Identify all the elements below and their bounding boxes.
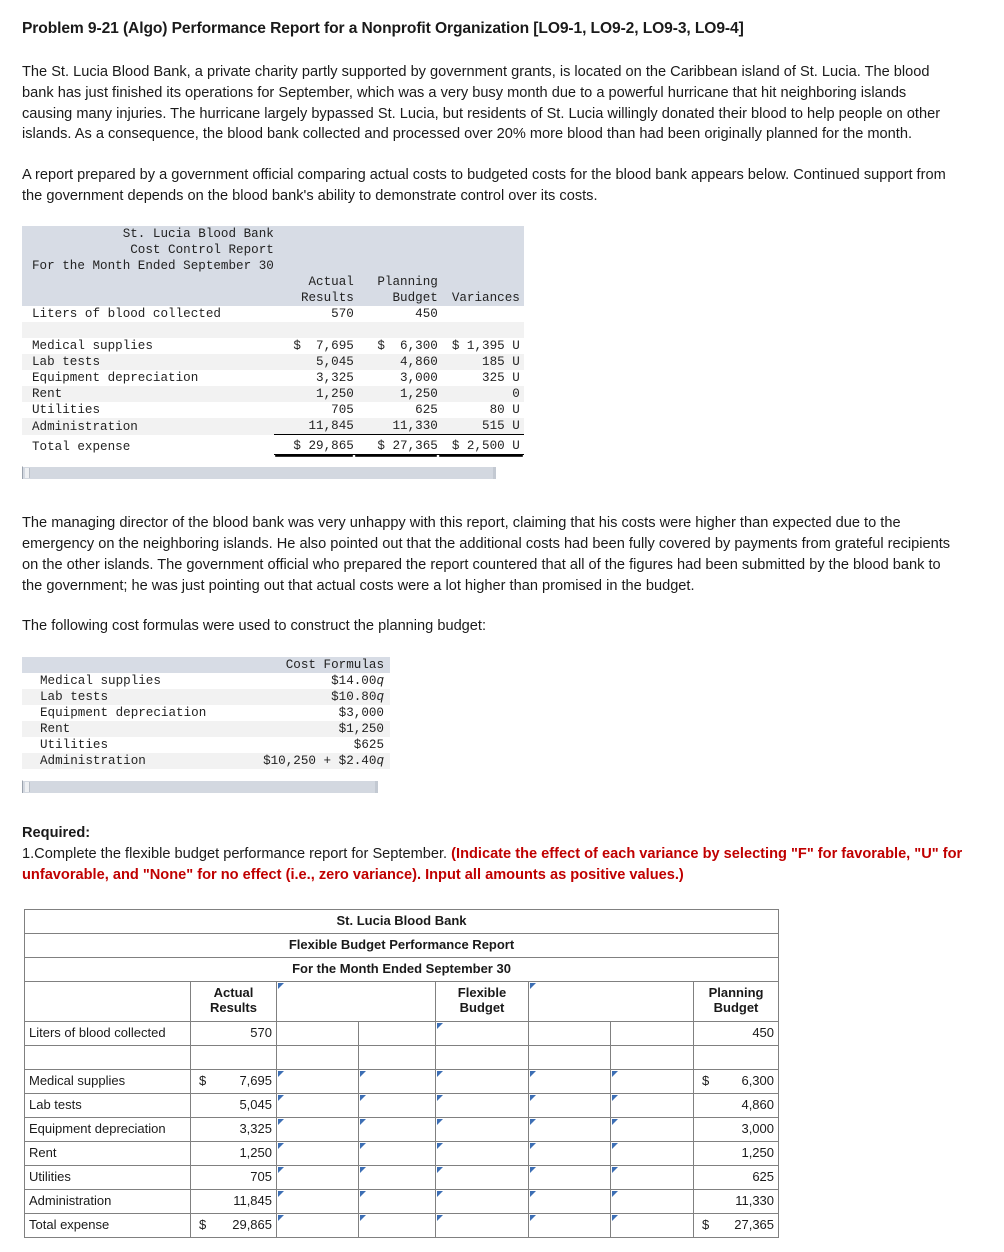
cost-control-report-block	[22, 226, 982, 479]
formula-text: $3,000	[338, 706, 384, 721]
spacer-cell	[22, 226, 32, 242]
expense-planning-value: 625	[752, 1168, 775, 1184]
activity-blank-cell	[359, 1021, 436, 1045]
empty-cell	[32, 290, 274, 306]
total-variance: $ 2,500 U	[438, 435, 524, 455]
expense-planning-value: 1,250	[741, 1144, 775, 1160]
formula-text: $10,250 + $2.40	[263, 754, 377, 769]
activity-blank-cell	[529, 1021, 611, 1045]
empty-cell	[25, 1045, 191, 1069]
expense-actual: 5,045	[316, 355, 354, 370]
variance-effect-select-1[interactable]	[359, 1069, 436, 1093]
variance-effect-select-1[interactable]	[359, 1189, 436, 1213]
activity-planning: 450	[694, 1021, 779, 1045]
total-actual-value: 29,865	[232, 1216, 272, 1232]
activity-label: Liters of blood collected	[25, 1021, 191, 1045]
expense-variance: 325 U	[482, 371, 520, 386]
sheet-title-line2: Flexible Budget Performance Report	[25, 933, 779, 957]
expense-actual	[191, 1189, 277, 1213]
cost-control-report-table	[22, 226, 524, 455]
expense-label: Rent	[32, 387, 63, 402]
spacer-cell	[22, 354, 32, 370]
header-input-variance-label-a[interactable]	[277, 981, 436, 1021]
formula-label: Utilities	[40, 738, 109, 753]
empty-cell	[359, 1045, 436, 1069]
header-actual-line1: Actual	[213, 985, 254, 1001]
expense-actual: 705	[331, 403, 354, 418]
spacer-cell	[22, 338, 32, 354]
variance-effect-select-2[interactable]	[611, 1189, 694, 1213]
formula-label: Rent	[40, 722, 71, 737]
empty-cell	[32, 657, 242, 673]
sheet-activity-row	[25, 1021, 779, 1045]
variance-input-2[interactable]	[529, 1165, 611, 1189]
expense-planning	[694, 1117, 779, 1141]
required-label: Required:	[22, 825, 91, 842]
empty-cell	[529, 1045, 611, 1069]
table-row	[25, 1165, 779, 1189]
flexible-budget-input[interactable]	[436, 1117, 529, 1141]
expense-actual-value: 1,250	[239, 1144, 272, 1160]
expense-label: Medical supplies	[25, 1069, 191, 1093]
empty-cell	[274, 258, 354, 274]
expense-actual: 11,845	[308, 419, 354, 434]
variance-input-2[interactable]	[529, 1069, 611, 1093]
expense-label: Utilities	[32, 403, 101, 418]
empty-cell	[354, 258, 438, 274]
total-actual: $ 29,865	[274, 435, 354, 455]
formula-text: $625	[353, 738, 384, 753]
expense-planning	[694, 1141, 779, 1165]
spacer-cell	[22, 258, 32, 274]
empty-cell	[438, 322, 524, 338]
expense-actual-value: 11,845	[233, 1192, 272, 1208]
required-item-number: 1.	[22, 846, 35, 863]
table-row	[25, 1117, 779, 1141]
empty-cell	[438, 242, 524, 258]
expense-planning-value: 4,860	[741, 1096, 775, 1112]
variance-input-2[interactable]	[529, 1141, 611, 1165]
expense-actual: 1,250	[316, 387, 354, 402]
sheet-header-row	[25, 981, 779, 1021]
variance-input-1[interactable]	[277, 1189, 359, 1213]
spacer-cell	[22, 705, 32, 721]
variance-effect-select-2[interactable]	[611, 1069, 694, 1093]
required-section	[22, 823, 982, 886]
formula-text: $1,250	[338, 722, 384, 737]
expense-planning: 4,860	[400, 355, 438, 370]
page-title: Problem 9-21 (Algo) Performance Report for a Nonprofit Organization [LO9-1, LO9-2, LO9-3, LO9-4]	[22, 20, 744, 37]
expense-planning	[694, 1093, 779, 1117]
spacer-cell	[22, 370, 32, 386]
variance-effect-select-1[interactable]	[359, 1141, 436, 1165]
activity-label: Liters of blood collected	[32, 307, 221, 322]
formula-text: $10.80	[331, 690, 377, 705]
table-row	[22, 370, 524, 386]
report-title-line2: Cost Control Report	[130, 243, 274, 258]
spacer-cell	[22, 402, 32, 418]
sheet-title-row-3	[25, 957, 779, 981]
total-planning: $ 27,365	[354, 435, 438, 455]
sheet-spacer-row	[25, 1045, 779, 1069]
scrollbar-thumb[interactable]	[25, 468, 30, 478]
empty-cell	[438, 226, 524, 242]
colheader-variances: Variances	[451, 291, 520, 306]
cost-formulas-header-row	[22, 657, 390, 673]
table-row	[22, 338, 524, 354]
spacer-cell	[22, 721, 32, 737]
empty-cell	[436, 1045, 529, 1069]
table-row	[22, 418, 524, 435]
header-planning-line2: Budget	[713, 1000, 759, 1016]
empty-cell	[32, 274, 274, 290]
header-planning-budget	[694, 981, 779, 1021]
expense-actual	[191, 1141, 277, 1165]
report-total-row	[22, 435, 524, 455]
total-label: Total expense	[25, 1213, 191, 1237]
activity-actual: 570	[191, 1021, 277, 1045]
spacer-cell	[22, 306, 32, 322]
empty-cell	[354, 226, 438, 242]
horizontal-scrollbar[interactable]	[22, 466, 496, 479]
total-planning-value: 27,365	[734, 1216, 775, 1232]
table-row	[22, 354, 524, 370]
expense-planning: 3,000	[400, 371, 438, 386]
sheet-total-row	[25, 1213, 779, 1237]
intro-paragraph-2: A report prepared by a government official comparing actual costs to budgeted costs for the blood bank appears below. Continued support from the government depends on the blood bank's ability to demonstrate control over its costs.	[22, 167, 946, 204]
expense-actual	[191, 1069, 277, 1093]
spacer-cell	[22, 737, 32, 753]
flexible-budget-input[interactable]	[436, 1165, 529, 1189]
table-row	[25, 1141, 779, 1165]
spacer-cell	[22, 753, 32, 769]
body-paragraph-3: The managing director of the blood bank was very unhappy with this report, claiming that his costs were higher than expected due to the emergency on the neighboring islands. He also pointed out that the additional costs had been fully covered by payments from grateful recipients on the other islands. The government official who prepared the report countered that all of the figures had been submitted by the blood bank to the government; he was just pointing out that actual costs were a lot higher than promised in the budget.	[22, 515, 951, 594]
sheet-title-row-2	[25, 933, 779, 957]
formula-value	[242, 689, 390, 705]
expense-actual	[191, 1117, 277, 1141]
header-flexible-line2: Budget	[459, 1000, 505, 1016]
activity-actual: 570	[331, 307, 354, 322]
header-planning-line1: Planning	[708, 985, 764, 1001]
expense-actual-value: 3,325	[239, 1120, 272, 1136]
report-title-line3: For the Month Ended September 30	[32, 259, 274, 274]
table-row	[22, 386, 524, 402]
expense-variance: 515 U	[482, 419, 520, 434]
total-planning	[694, 1213, 779, 1237]
colheader-planning-line2: Budget	[392, 291, 438, 306]
total-variance-effect-select-2[interactable]	[611, 1213, 694, 1237]
expense-actual: 3,325	[316, 371, 354, 386]
table-row	[25, 1189, 779, 1213]
flexible-budget-input[interactable]	[436, 1069, 529, 1093]
sheet-title-line3: For the Month Ended September 30	[25, 957, 779, 981]
expense-planning-value: 11,330	[735, 1192, 775, 1208]
variance-input-2[interactable]	[529, 1189, 611, 1213]
flexible-budget-input[interactable]	[436, 1141, 529, 1165]
spacer-cell	[22, 689, 32, 705]
total-label: Total expense	[32, 439, 131, 454]
header-input-variance-label-b[interactable]	[529, 981, 694, 1021]
expense-planning	[694, 1165, 779, 1189]
variance-input-1[interactable]	[277, 1165, 359, 1189]
empty-cell	[32, 322, 274, 338]
formula-variable: q	[376, 754, 384, 769]
expense-planning	[694, 1189, 779, 1213]
formula-label: Medical supplies	[40, 674, 161, 689]
table-row	[22, 721, 390, 737]
total-variance-input-2[interactable]	[529, 1213, 611, 1237]
total-variance-input-1[interactable]	[277, 1213, 359, 1237]
required-emphasis: (Indicate the effect of each variance by selecting "F" for favorable, "U" for unfavorable, and "None" for no effect (i.e., zero variance). Input all amounts as positive values.)	[22, 846, 963, 884]
table-row	[22, 673, 390, 689]
activity-flexible-input[interactable]	[436, 1021, 529, 1045]
variance-input-2[interactable]	[529, 1117, 611, 1141]
total-actual	[191, 1213, 277, 1237]
table-row	[25, 1093, 779, 1117]
header-actual-line2: Results	[210, 1000, 257, 1016]
activity-blank-cell	[611, 1021, 694, 1045]
expense-planning-value: 3,000	[741, 1120, 775, 1136]
table-row	[22, 737, 390, 753]
variance-input-1[interactable]	[277, 1093, 359, 1117]
expense-variance: 0	[512, 387, 520, 402]
body-paragraph-4: The following cost formulas were used to construct the planning budget:	[22, 618, 487, 635]
spacer-cell	[22, 274, 32, 290]
variance-effect-select-1[interactable]	[359, 1093, 436, 1117]
expense-planning: 11,330	[392, 419, 438, 434]
variance-effect-select-1[interactable]	[359, 1117, 436, 1141]
cost-formulas-table	[22, 657, 390, 769]
colheader-actual-line2: Results	[300, 291, 354, 306]
spacer-cell	[22, 242, 32, 258]
flexible-budget-input[interactable]	[436, 1093, 529, 1117]
header-rowlabel-cell	[25, 981, 191, 1021]
formula-label: Administration	[40, 754, 146, 769]
activity-planning: 450	[415, 307, 438, 322]
formula-value	[242, 737, 390, 753]
expense-variance: 185 U	[482, 355, 520, 370]
spacer-cell	[22, 290, 32, 306]
required-item-text: Complete the flexible budget performance report for September.	[34, 846, 448, 863]
table-row	[22, 705, 390, 721]
table-row	[22, 402, 524, 418]
expense-actual	[191, 1165, 277, 1189]
sheet-title-line1: St. Lucia Blood Bank	[25, 909, 779, 933]
expense-actual-value: 5,045	[239, 1096, 272, 1112]
dollar-sign: $	[702, 1072, 710, 1088]
variance-effect-select-2[interactable]	[611, 1093, 694, 1117]
spacer-cell	[22, 673, 32, 689]
dollar-sign: $	[199, 1216, 207, 1232]
formula-value	[242, 673, 390, 689]
expense-variance: $ 1,395 U	[451, 339, 520, 354]
expense-actual: $ 7,695	[293, 339, 354, 354]
expense-actual	[191, 1093, 277, 1117]
report-title-row-1	[22, 226, 524, 242]
variance-input-1[interactable]	[277, 1141, 359, 1165]
empty-cell	[611, 1045, 694, 1069]
expense-label: Equipment depreciation	[32, 371, 199, 386]
empty-cell	[354, 242, 438, 258]
spacer-cell	[22, 322, 32, 338]
report-colheader-row-2	[22, 290, 524, 306]
empty-cell	[274, 226, 354, 242]
formula-label: Equipment depreciation	[40, 706, 207, 721]
empty-cell	[694, 1045, 779, 1069]
expense-planning: $ 6,300	[377, 339, 438, 354]
expense-label: Utilities	[25, 1165, 191, 1189]
report-title-row-3	[22, 258, 524, 274]
report-colheader-row-1	[22, 274, 524, 290]
spacer-cell	[22, 418, 32, 435]
cost-formulas-block	[22, 657, 982, 793]
empty-cell	[277, 1045, 359, 1069]
sheet-title-row-1	[25, 909, 779, 933]
empty-cell	[274, 242, 354, 258]
formula-value	[242, 705, 390, 721]
cost-formulas-header: Cost Formulas	[285, 658, 384, 673]
activity-variance	[438, 306, 524, 322]
expense-label: Administration	[32, 419, 138, 434]
variance-input-2[interactable]	[529, 1093, 611, 1117]
variance-input-1[interactable]	[277, 1069, 359, 1093]
empty-cell	[191, 1045, 277, 1069]
empty-cell	[438, 274, 524, 290]
expense-label: Equipment depreciation	[25, 1117, 191, 1141]
spacer-cell	[22, 435, 32, 455]
formula-variable: q	[376, 690, 384, 705]
expense-label: Administration	[25, 1189, 191, 1213]
report-activity-row	[22, 306, 524, 322]
table-row	[22, 689, 390, 705]
intro-paragraph-1: The St. Lucia Blood Bank, a private charity partly supported by government grants, is located on the Caribbean island of St. Lucia. The blood bank has just finished its operations for September, which was a very busy month due to a powerful hurricane that hit neighboring islands causing many injuries. The hurricane largely bypassed St. Lucia, but residents of St. Lucia willingly donated their blood to help people on other islands. As a consequence, the blood bank collected and processed over 20% more blood than had been originally planned for the month.	[22, 64, 941, 143]
table-row	[25, 1069, 779, 1093]
total-variance-effect-select-1[interactable]	[359, 1213, 436, 1237]
expense-planning-value: 6,300	[741, 1072, 775, 1088]
expense-label: Lab tests	[32, 355, 101, 370]
expense-actual-value: 7,695	[239, 1072, 272, 1088]
report-title-row-2	[22, 242, 524, 258]
formula-label: Lab tests	[40, 690, 109, 705]
header-flexible-budget	[436, 981, 529, 1021]
table-row	[22, 753, 390, 769]
variance-input-1[interactable]	[277, 1117, 359, 1141]
empty-cell	[354, 322, 438, 338]
variance-effect-select-2[interactable]	[611, 1165, 694, 1189]
header-actual-results	[191, 981, 277, 1021]
answer-table	[24, 909, 779, 1238]
expense-planning: 625	[415, 403, 438, 418]
expense-variance: 80 U	[489, 403, 520, 418]
variance-effect-select-2[interactable]	[611, 1141, 694, 1165]
dollar-sign: $	[702, 1216, 710, 1232]
formula-value	[242, 721, 390, 737]
variance-effect-select-2[interactable]	[611, 1117, 694, 1141]
required-item	[22, 844, 982, 886]
colheader-planning-line1: Planning	[377, 275, 438, 290]
expense-label: Lab tests	[25, 1093, 191, 1117]
formula-text: $14.00	[331, 674, 377, 689]
flexible-budget-answer-sheet	[24, 909, 982, 1238]
report-spacer-row	[22, 322, 524, 338]
variance-effect-select-1[interactable]	[359, 1165, 436, 1189]
expense-planning	[694, 1069, 779, 1093]
expense-actual-value: 705	[250, 1168, 272, 1184]
expense-planning: 1,250	[400, 387, 438, 402]
empty-cell	[438, 258, 524, 274]
colheader-actual-line1: Actual	[308, 275, 354, 290]
scrollbar-thumb[interactable]	[25, 782, 30, 792]
horizontal-scrollbar[interactable]	[22, 780, 378, 793]
expense-label: Rent	[25, 1141, 191, 1165]
spacer-cell	[22, 657, 32, 673]
flexible-budget-input[interactable]	[436, 1189, 529, 1213]
dollar-sign: $	[199, 1072, 207, 1088]
header-flexible-line1: Flexible	[457, 985, 507, 1001]
formula-value	[242, 753, 390, 769]
activity-blank-cell	[277, 1021, 359, 1045]
empty-cell	[274, 322, 354, 338]
expense-label: Medical supplies	[32, 339, 153, 354]
total-flexible-budget-input[interactable]	[436, 1213, 529, 1237]
spacer-cell	[22, 386, 32, 402]
report-title-line1: St. Lucia Blood Bank	[122, 227, 274, 242]
formula-variable: q	[376, 674, 384, 689]
